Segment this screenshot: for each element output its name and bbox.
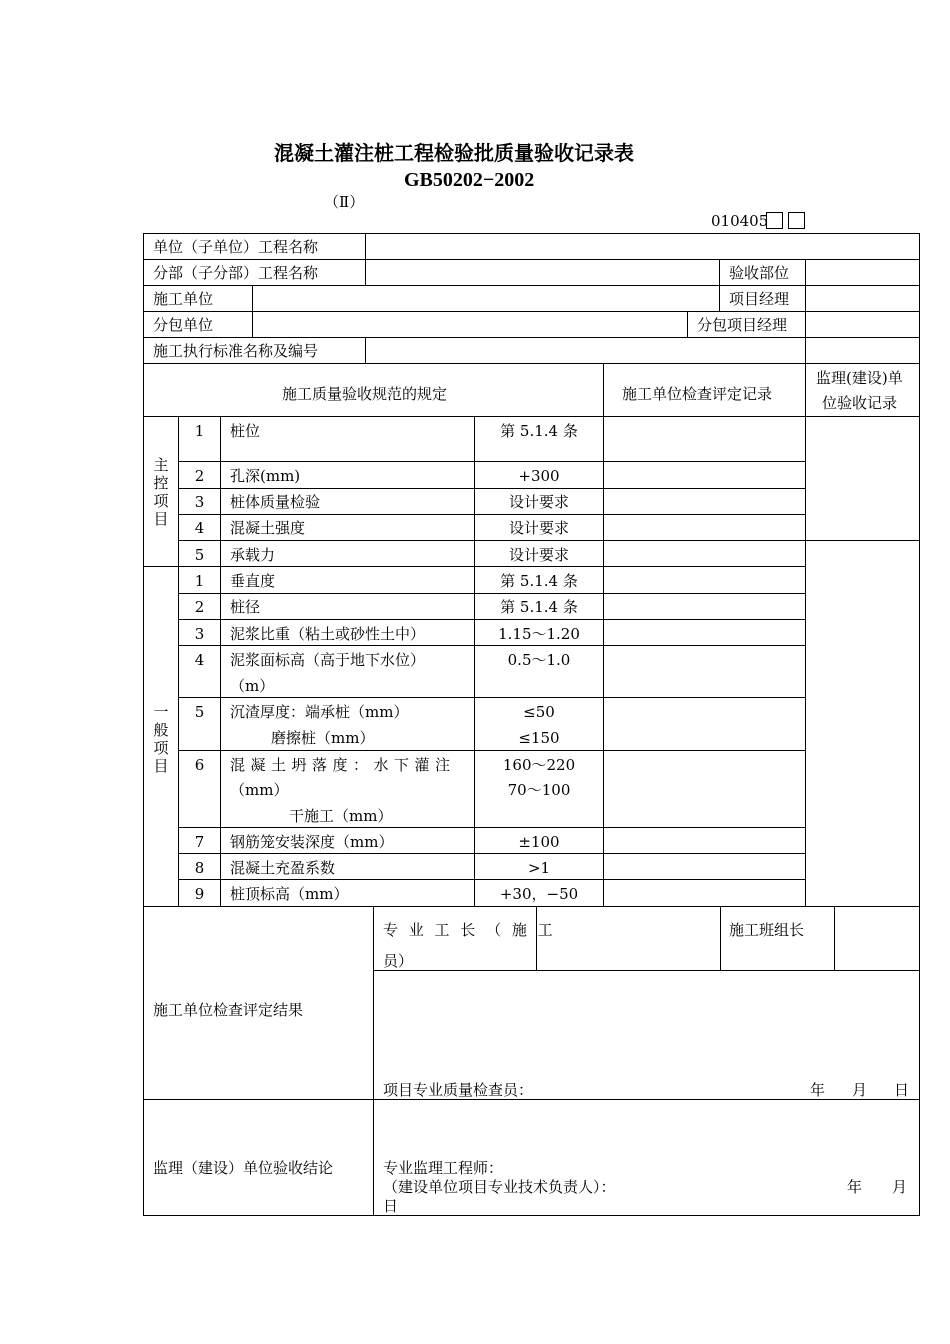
item-name: 承载力 [230,546,276,564]
item-value: 第 5.1.4 条 [500,598,578,616]
vline [220,416,221,906]
hline [178,853,805,854]
item-name-line-2: （mm） [230,781,289,799]
general-group-label: 一般项目 [153,703,169,775]
item-value: 设计要求 [508,519,569,537]
division-project-name-label: 分部（子分部）工程名称 [153,264,319,282]
item-value-line-1: 160～220 [502,756,576,774]
item-name-line-3: 干施工（mm） [289,807,393,825]
item-number: 4 [194,651,205,669]
item-number: 5 [194,546,205,564]
hline [143,337,920,338]
date-month: 月 [852,1081,868,1099]
unit-project-name-label: 单位（子单位）工程名称 [153,238,319,256]
form-code-box-1[interactable] [766,212,783,229]
hline [178,540,920,541]
vline [252,285,253,337]
item-number: 2 [194,598,205,616]
item-name-line-2: （m） [230,677,275,695]
standard-code: GB50202−2002 [404,169,535,191]
item-name: 钢筋笼安装深度（mm） [230,833,394,851]
item-value-line-2: 70～100 [507,781,571,799]
item-number: 7 [194,833,205,851]
item-name: 孔深(mm) [230,467,301,485]
item-name-line-1: 混凝土坍落度：水下灌注 [230,756,456,774]
item-name-line-2: 磨擦桩（mm） [271,729,375,747]
hline [178,697,805,698]
hline [178,461,805,462]
hline [178,827,805,828]
date-day: 日 [894,1081,910,1099]
item-number: 8 [194,859,205,877]
foreman-label-line-1: 专 业 工 长 （ 施 工 [383,921,556,939]
hline [143,311,920,312]
item-value: 第 5.1.4 条 [500,422,578,440]
hline [143,906,920,907]
item-number: 3 [194,493,205,511]
item-value: 第 5.1.4 条 [500,572,578,590]
item-number: 1 [194,572,205,590]
item-value-line-1: ≤50 [523,703,555,721]
vline [719,259,720,311]
acceptance-part-label: 验收部位 [729,264,790,282]
item-value: +300 [518,467,560,485]
contractor-record-column-header: 施工单位检查评定记录 [622,385,773,403]
hline [143,233,920,234]
item-name-line-1: 沉渣厚度：端承桩（mm） [230,703,409,721]
item-number: 5 [194,703,205,721]
hline [178,750,805,751]
vline [720,906,721,970]
supervisor-record-column-header-2: 位验收记录 [822,394,898,412]
vline [365,337,366,363]
owner-tech-lead-label: （建设单位项目专业技术负责人）： [383,1178,616,1196]
item-value: >1 [527,859,551,877]
vline [603,363,604,906]
project-manager-label: 项目经理 [729,290,790,308]
item-name: 混凝土充盈系数 [230,859,336,877]
foreman-label-line-2: 员） [383,952,414,970]
hline [178,879,805,880]
item-value: 1.15～1.20 [498,625,580,643]
vline [373,906,374,1216]
contractor-result-label: 施工单位检查评定结果 [153,1001,304,1019]
item-name: 泥浆比重（粘土或砂性土中） [230,625,426,643]
vline [687,311,688,337]
vline [834,906,835,970]
date-year: 年 [810,1081,826,1099]
main-control-group-label: 主控项目 [153,456,169,528]
item-value: +30，−50 [499,885,579,903]
date2-year: 年 [847,1178,863,1196]
hline [178,514,805,515]
item-name: 桩位 [230,422,261,440]
supervising-engineer-label: 专业监理工程师： [383,1159,504,1177]
item-value: 设计要求 [508,546,569,564]
item-value: 0.5～1.0 [507,651,571,669]
item-name: 垂直度 [230,572,276,590]
item-value-line-2: ≤150 [518,729,560,747]
form-code: 010405 [711,212,769,230]
item-name: 桩径 [230,598,261,616]
hline [143,416,920,417]
date2-month: 月 [892,1178,908,1196]
construction-unit-label: 施工单位 [153,290,214,308]
item-name: 桩体质量检验 [230,493,321,511]
hline [143,363,920,364]
item-number: 4 [194,519,205,537]
form-code-box-2[interactable] [788,212,805,229]
item-number: 9 [194,885,205,903]
item-name: 混凝土强度 [230,519,306,537]
quality-inspector-label: 项目专业质量检查员： [383,1081,534,1099]
hline [178,619,805,620]
item-number: 3 [194,625,205,643]
supervisor-record-column-header-1: 监理(建设)单 [816,369,903,387]
item-name: 桩顶标高（mm） [230,885,349,903]
item-name-line-1: 泥浆面标高（高于地下水位） [230,651,426,669]
standard-name-label: 施工执行标准名称及编号 [153,342,319,360]
hline [143,1215,920,1216]
date2-day: 日 [383,1197,399,1215]
vline [365,233,366,285]
hline [178,645,805,646]
hline [373,970,920,971]
item-number: 6 [194,756,205,774]
page-title: 混凝土灌注桩工程检验批质量验收记录表 [274,141,634,165]
subcontract-unit-label: 分包单位 [153,316,214,334]
vline [805,363,806,906]
item-number: 1 [194,422,205,440]
supervisor-conclusion-label: 监理（建设）单位验收结论 [153,1159,334,1177]
hline [143,259,920,260]
hline [178,593,805,594]
item-value: ±100 [518,833,560,851]
hline [143,285,920,286]
vline [143,233,144,1216]
spec-column-header: 施工质量验收规范的规定 [282,385,448,403]
hline [178,488,805,489]
vline [919,233,920,1216]
item-number: 2 [194,467,205,485]
hline [143,1099,920,1100]
vline [805,259,806,363]
page-subtitle: （Ⅱ） [324,193,365,211]
item-value: 设计要求 [508,493,569,511]
subcontract-manager-label: 分包项目经理 [697,316,788,334]
team-leader-label: 施工班组长 [729,921,805,939]
